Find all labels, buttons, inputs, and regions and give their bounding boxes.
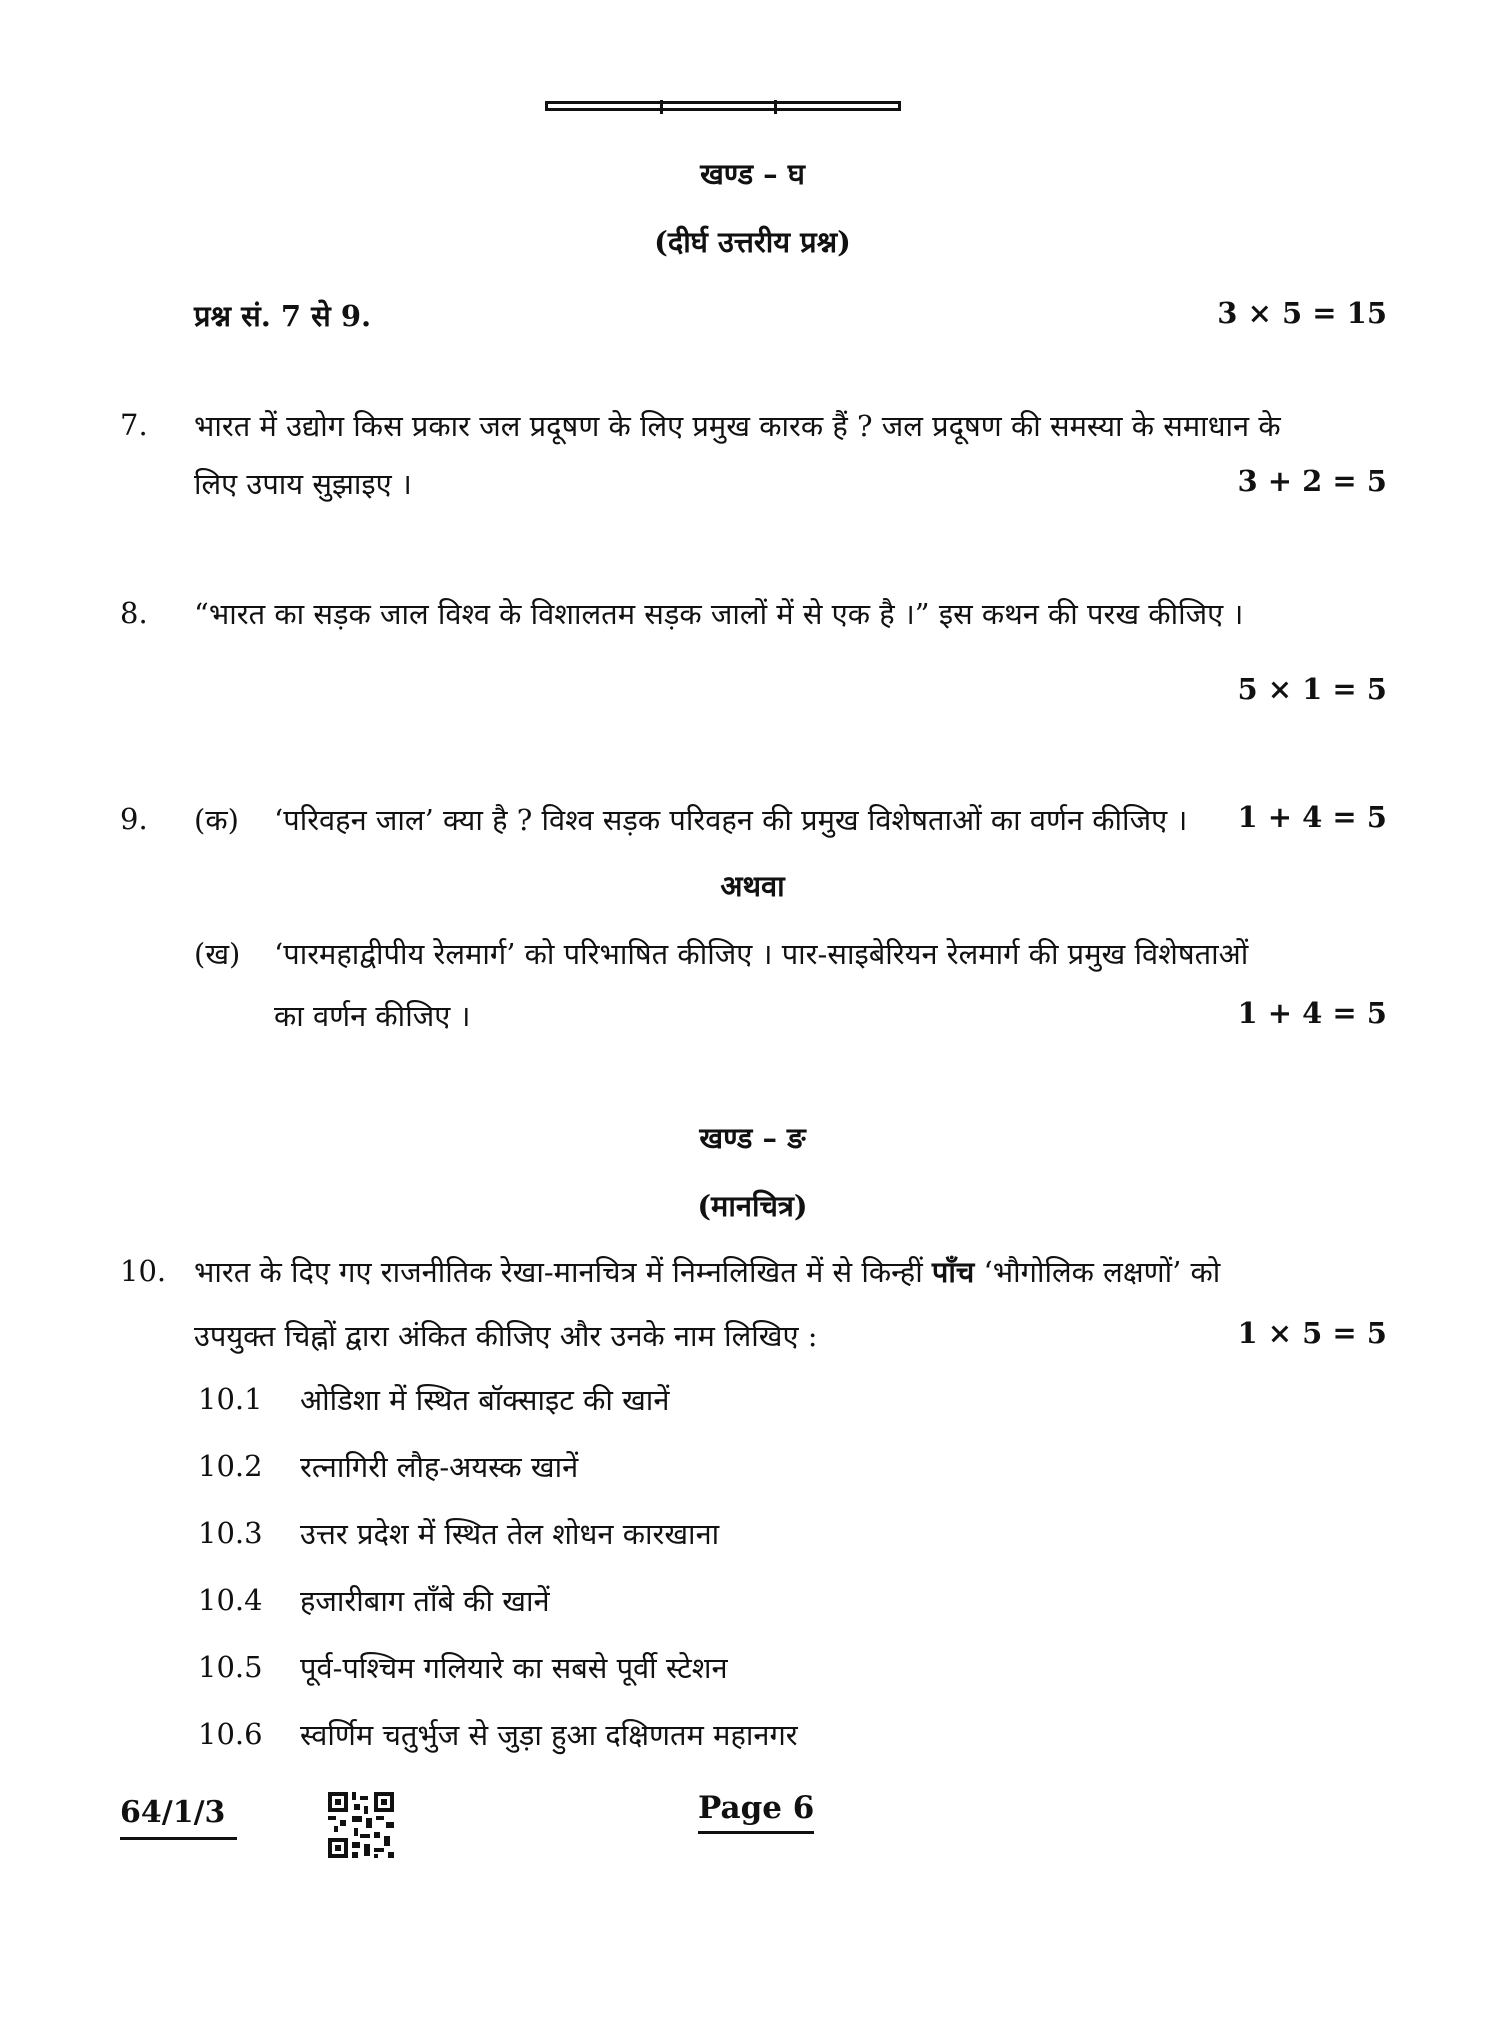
q10-item-6-text: स्वर्णिम चतुर्भुज से जुड़ा हुआ दक्षिणतम महानगर [300, 1718, 798, 1752]
q9a-marks: 1 + 4 = 5 [1237, 800, 1387, 834]
q8-number: 8. [120, 596, 148, 630]
q9a-label: (क) [194, 803, 239, 837]
paper-code: 64/1/3 [120, 1795, 226, 1830]
q7-text-line1: भारत में उद्योग किस प्रकार जल प्रदूषण के लिए प्रमुख कारक हैं ? जल प्रदूषण की समस्या के समाधान के [194, 409, 1281, 443]
q10-item-6-number: 10.6 [198, 1717, 263, 1751]
q10-item-2-text: रत्नागिरी लौह-अयस्क खानें [300, 1450, 579, 1484]
q10-item-5-number: 10.5 [198, 1650, 263, 1684]
q9-number: 9. [120, 802, 148, 836]
header-bar-tick [774, 100, 777, 114]
q7-number: 7. [120, 408, 148, 442]
header-bar-tick [660, 100, 663, 114]
q7-text-line2: लिए उपाय सुझाइए । [194, 467, 412, 501]
q8-text: “भारत का सड़क जाल विश्व के विशालतम सड़क जालों में से एक है ।” इस कथन की परख कीजिए । [194, 597, 1244, 631]
q9b-text-line1: ‘पारमहाद्वीपीय रेलमार्ग’ को परिभाषित कीजिए । पार-साइबेरियन रेलमार्ग की प्रमुख विशेषताओं [274, 937, 1249, 971]
q10-text-line1 [194, 1252, 1220, 1291]
section-d-instruction: प्रश्न सं. 7 से 9. [194, 299, 372, 333]
section-d-subheading: (दीर्घ उत्तरीय प्रश्न) [654, 225, 851, 259]
q10-item-5-text: पूर्व-पश्चिम गलियारे का सबसे पूर्वी स्टेशन [300, 1651, 728, 1685]
q9a-text: ‘परिवहन जाल’ क्या है ? विश्व सड़क परिवहन की प्रमुख विशेषताओं का वर्णन कीजिए । [274, 803, 1188, 837]
q9-or: अथवा [720, 869, 785, 903]
q10-item-1-text: ओडिशा में स्थित बॉक्साइट की खानें [300, 1383, 670, 1417]
section-d-heading: खण्ड – घ [700, 157, 805, 191]
q9b-marks: 1 + 4 = 5 [1237, 996, 1387, 1030]
q10-item-4-text: हजारीबाग ताँबे की खानें [300, 1584, 550, 1618]
section-e-subheading: (मानचित्र) [697, 1189, 808, 1223]
q10-marks: 1 × 5 = 5 [1237, 1316, 1387, 1350]
q9b-text-line2: का वर्णन कीजिए । [274, 999, 471, 1033]
q10-item-3-text: उत्तर प्रदेश में स्थित तेल शोधन कारखाना [300, 1517, 720, 1551]
header-bar [545, 101, 901, 111]
page-number: Page 6 [698, 1790, 815, 1826]
q7-marks: 3 + 2 = 5 [1237, 464, 1387, 498]
q9b-label: (ख) [194, 937, 241, 971]
q10-text-line1-post: ‘भौगोलिक लक्षणों’ को [974, 1255, 1221, 1289]
q10-item-2-number: 10.2 [198, 1449, 263, 1483]
section-e-heading: खण्ड – ङ [699, 1121, 806, 1155]
q10-item-1-number: 10.1 [198, 1382, 263, 1416]
q10-item-3-number: 10.3 [198, 1516, 263, 1550]
q8-marks: 5 × 1 = 5 [1237, 672, 1387, 706]
q10-text-line2: उपयुक्त चिह्नों द्वारा अंकित कीजिए और उनके नाम लिखिए : [194, 1319, 818, 1353]
qr-code-icon [326, 1790, 396, 1860]
section-d-marks: 3 × 5 = 15 [1217, 296, 1387, 330]
q10-text-line1-bold: पाँच [931, 1255, 975, 1289]
q10-number: 10. [120, 1254, 167, 1288]
q10-item-4-number: 10.4 [198, 1583, 263, 1617]
q10-text-line1-pre: भारत के दिए गए राजनीतिक रेखा-मानचित्र में निम्नलिखित में से किन्हीं [194, 1255, 932, 1289]
